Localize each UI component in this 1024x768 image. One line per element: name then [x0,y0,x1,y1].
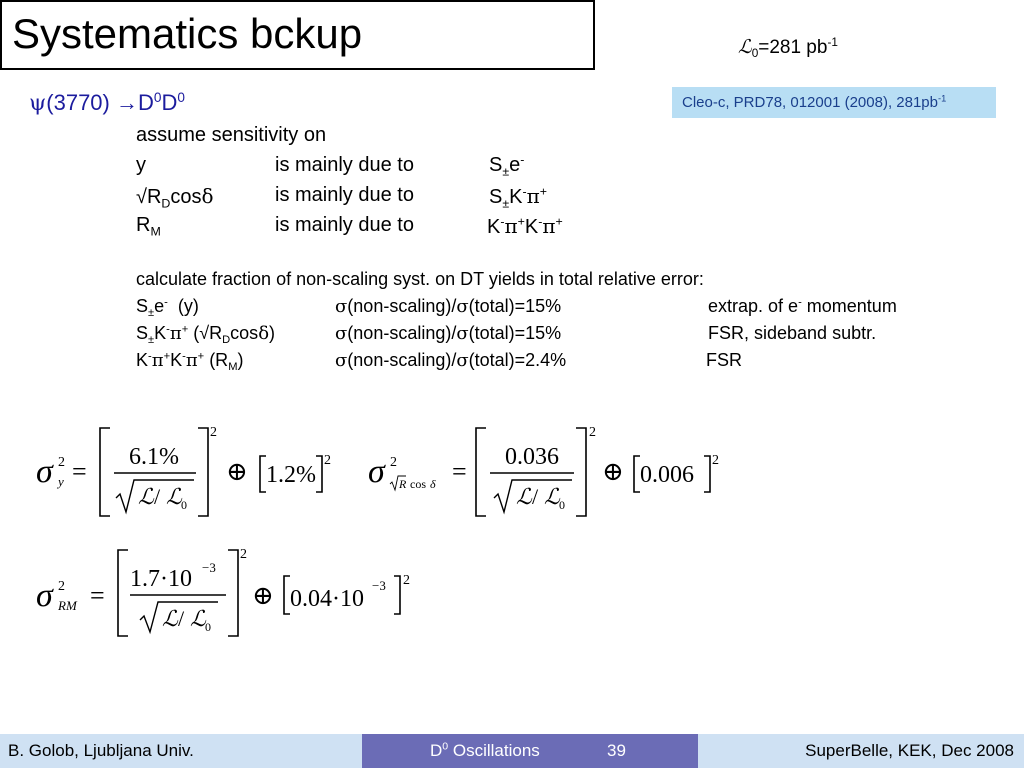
fraction-ratio-2: σ(non-scaling)/σ(total)=15% [335,323,562,344]
fraction-ratio-1: σ(non-scaling)/σ(total)=15% [335,296,562,317]
psi-symbol: ψ [29,91,47,116]
title-box [0,0,595,70]
sub-cos: cos [410,477,426,491]
footer-topic [362,734,698,768]
phrase: is mainly due to [275,214,414,236]
sigma-sup: 2 [390,455,397,470]
outer-sup: 2 [240,547,247,562]
lumi-text: =281 pb [758,37,828,58]
bracket-left [100,428,110,516]
heading-sup-2: 0 [177,89,185,105]
sigma-sub: RM [58,598,77,613]
slash: / [178,606,185,631]
footer-author: B. Golob, Ljubljana Univ. [0,734,362,768]
term-mantissa: 0.04·10 [290,586,364,612]
param-rd: $√R_D\cos\delta$ [136,184,214,211]
bracket-right [576,428,586,516]
slash: / [154,484,161,509]
phrase: is mainly due to [275,154,414,176]
term-sup: 2 [712,453,719,468]
reference-text: Cleo-c, PRD78, 012001 (2008), 281pb [682,94,938,111]
param-rm: $R_M$ [136,214,161,239]
term-exponent: −3 [372,578,386,593]
bracket-right [228,550,238,636]
footer-topic-text: Oscillations [448,741,540,760]
lumi-symbol: ℒ [738,36,752,58]
phrase: is mainly due to [275,184,414,206]
mode-sk: $S_\pm K^-\pi^+$ [489,184,548,211]
formula-sigma-rcos [362,420,742,520]
fraction-ratio-3: σ(non-scaling)/σ(total)=2.4% [335,350,567,371]
term-bracket-right [704,456,710,492]
lumi-l0: ℒ [190,607,206,632]
equals-sign: = [72,457,87,486]
page-title: Systematics bckup [12,10,363,57]
bracket-right [198,428,208,516]
sensitivity-row-rm [136,214,736,240]
oplus-symbol: ⊕ [226,457,248,487]
term-value: 0.006 [640,462,694,488]
page-number: 39 [607,741,626,760]
formula-sigma-y [30,420,340,520]
term-sup: 2 [324,453,331,468]
param-y: y [136,154,146,176]
sigma-symbol: σ [368,453,385,490]
term-value: 1.2% [266,462,316,488]
fraction-source-3: FSR [706,350,742,370]
sigma-sup: 2 [58,455,65,470]
sigma-sub: y [58,474,64,489]
oplus-symbol: ⊕ [252,581,274,611]
sigma-symbol: σ [36,453,53,490]
numerator-exponent: −3 [202,560,216,575]
fraction-row-1 [136,296,996,320]
sigma-symbol: σ [36,577,53,614]
mode-kpkp: K-π+K-π+ [487,214,563,238]
lumi-sub: 0 [751,47,759,61]
numerator: 0.036 [505,444,559,470]
lumi-l0-sub: 0 [181,498,187,512]
fraction-row-3 [136,350,996,374]
lumi-l: ℒ [162,607,178,632]
sensitivity-intro: assume sensitivity on [136,124,327,146]
footer-bar [0,734,1024,768]
oplus-symbol: ⊕ [602,457,624,487]
fraction-mode-1: $S_\pm e^-$ (y) [136,296,199,319]
term-bracket-right [394,576,400,614]
outer-sup: 2 [210,425,217,440]
heading-sup-1: 0 [153,89,162,105]
reference-box [672,87,996,118]
outer-sup: 2 [589,425,596,440]
term-bracket-right [316,456,322,492]
fraction-source-2: FSR, sideband subtr. [708,323,877,343]
term-sup: 2 [403,573,410,588]
lumi-l0-sub: 0 [559,498,565,512]
mode-se: $S_\pm e^-$ [489,152,525,179]
fraction-source-1: extrap. of e- momentum [708,296,897,316]
numerator-mantissa: 1.7·10 [130,566,192,592]
equals-sign: = [90,581,105,610]
footer-venue: SuperBelle, KEK, Dec 2008 [698,734,1024,768]
sub-r: R [399,477,407,491]
heading-d2: D [161,90,178,115]
fraction-mode-3: K-π+K-π+ $(R_M)$ [136,350,244,373]
heading-text: (3770) →D [46,90,154,115]
reference-sup: -1 [938,93,947,104]
fraction-intro: calculate fraction of non-scaling syst. on DT yields in total relative error: [136,269,704,289]
lumi-l0-sub: 0 [205,620,211,634]
sensitivity-row-rd [136,184,736,210]
sub-delta: δ [430,477,436,491]
lumi-l0: ℒ [166,485,182,510]
slash: / [532,484,539,509]
lumi-l: ℒ [138,485,154,510]
sensitivity-row-y [136,154,736,180]
luminosity-label [738,36,838,59]
bracket-left [118,550,128,636]
footer-topic-d: D [430,741,443,760]
section-heading [29,90,185,116]
equals-sign: = [452,457,467,486]
numerator: 6.1% [129,444,179,470]
fraction-row-2 [136,323,996,347]
lumi-sup: -1 [827,35,838,49]
bracket-left [476,428,486,516]
sigma-sup: 2 [58,579,65,594]
fraction-mode-2: $S_\pm K^-\pi^+$ $(√R_D\cos\delta)$ [136,323,276,346]
formula-sigma-rm [30,542,430,642]
lumi-l: ℒ [516,485,532,510]
lumi-l0: ℒ [544,485,560,510]
footer-topic-sup: 0 [442,740,449,753]
